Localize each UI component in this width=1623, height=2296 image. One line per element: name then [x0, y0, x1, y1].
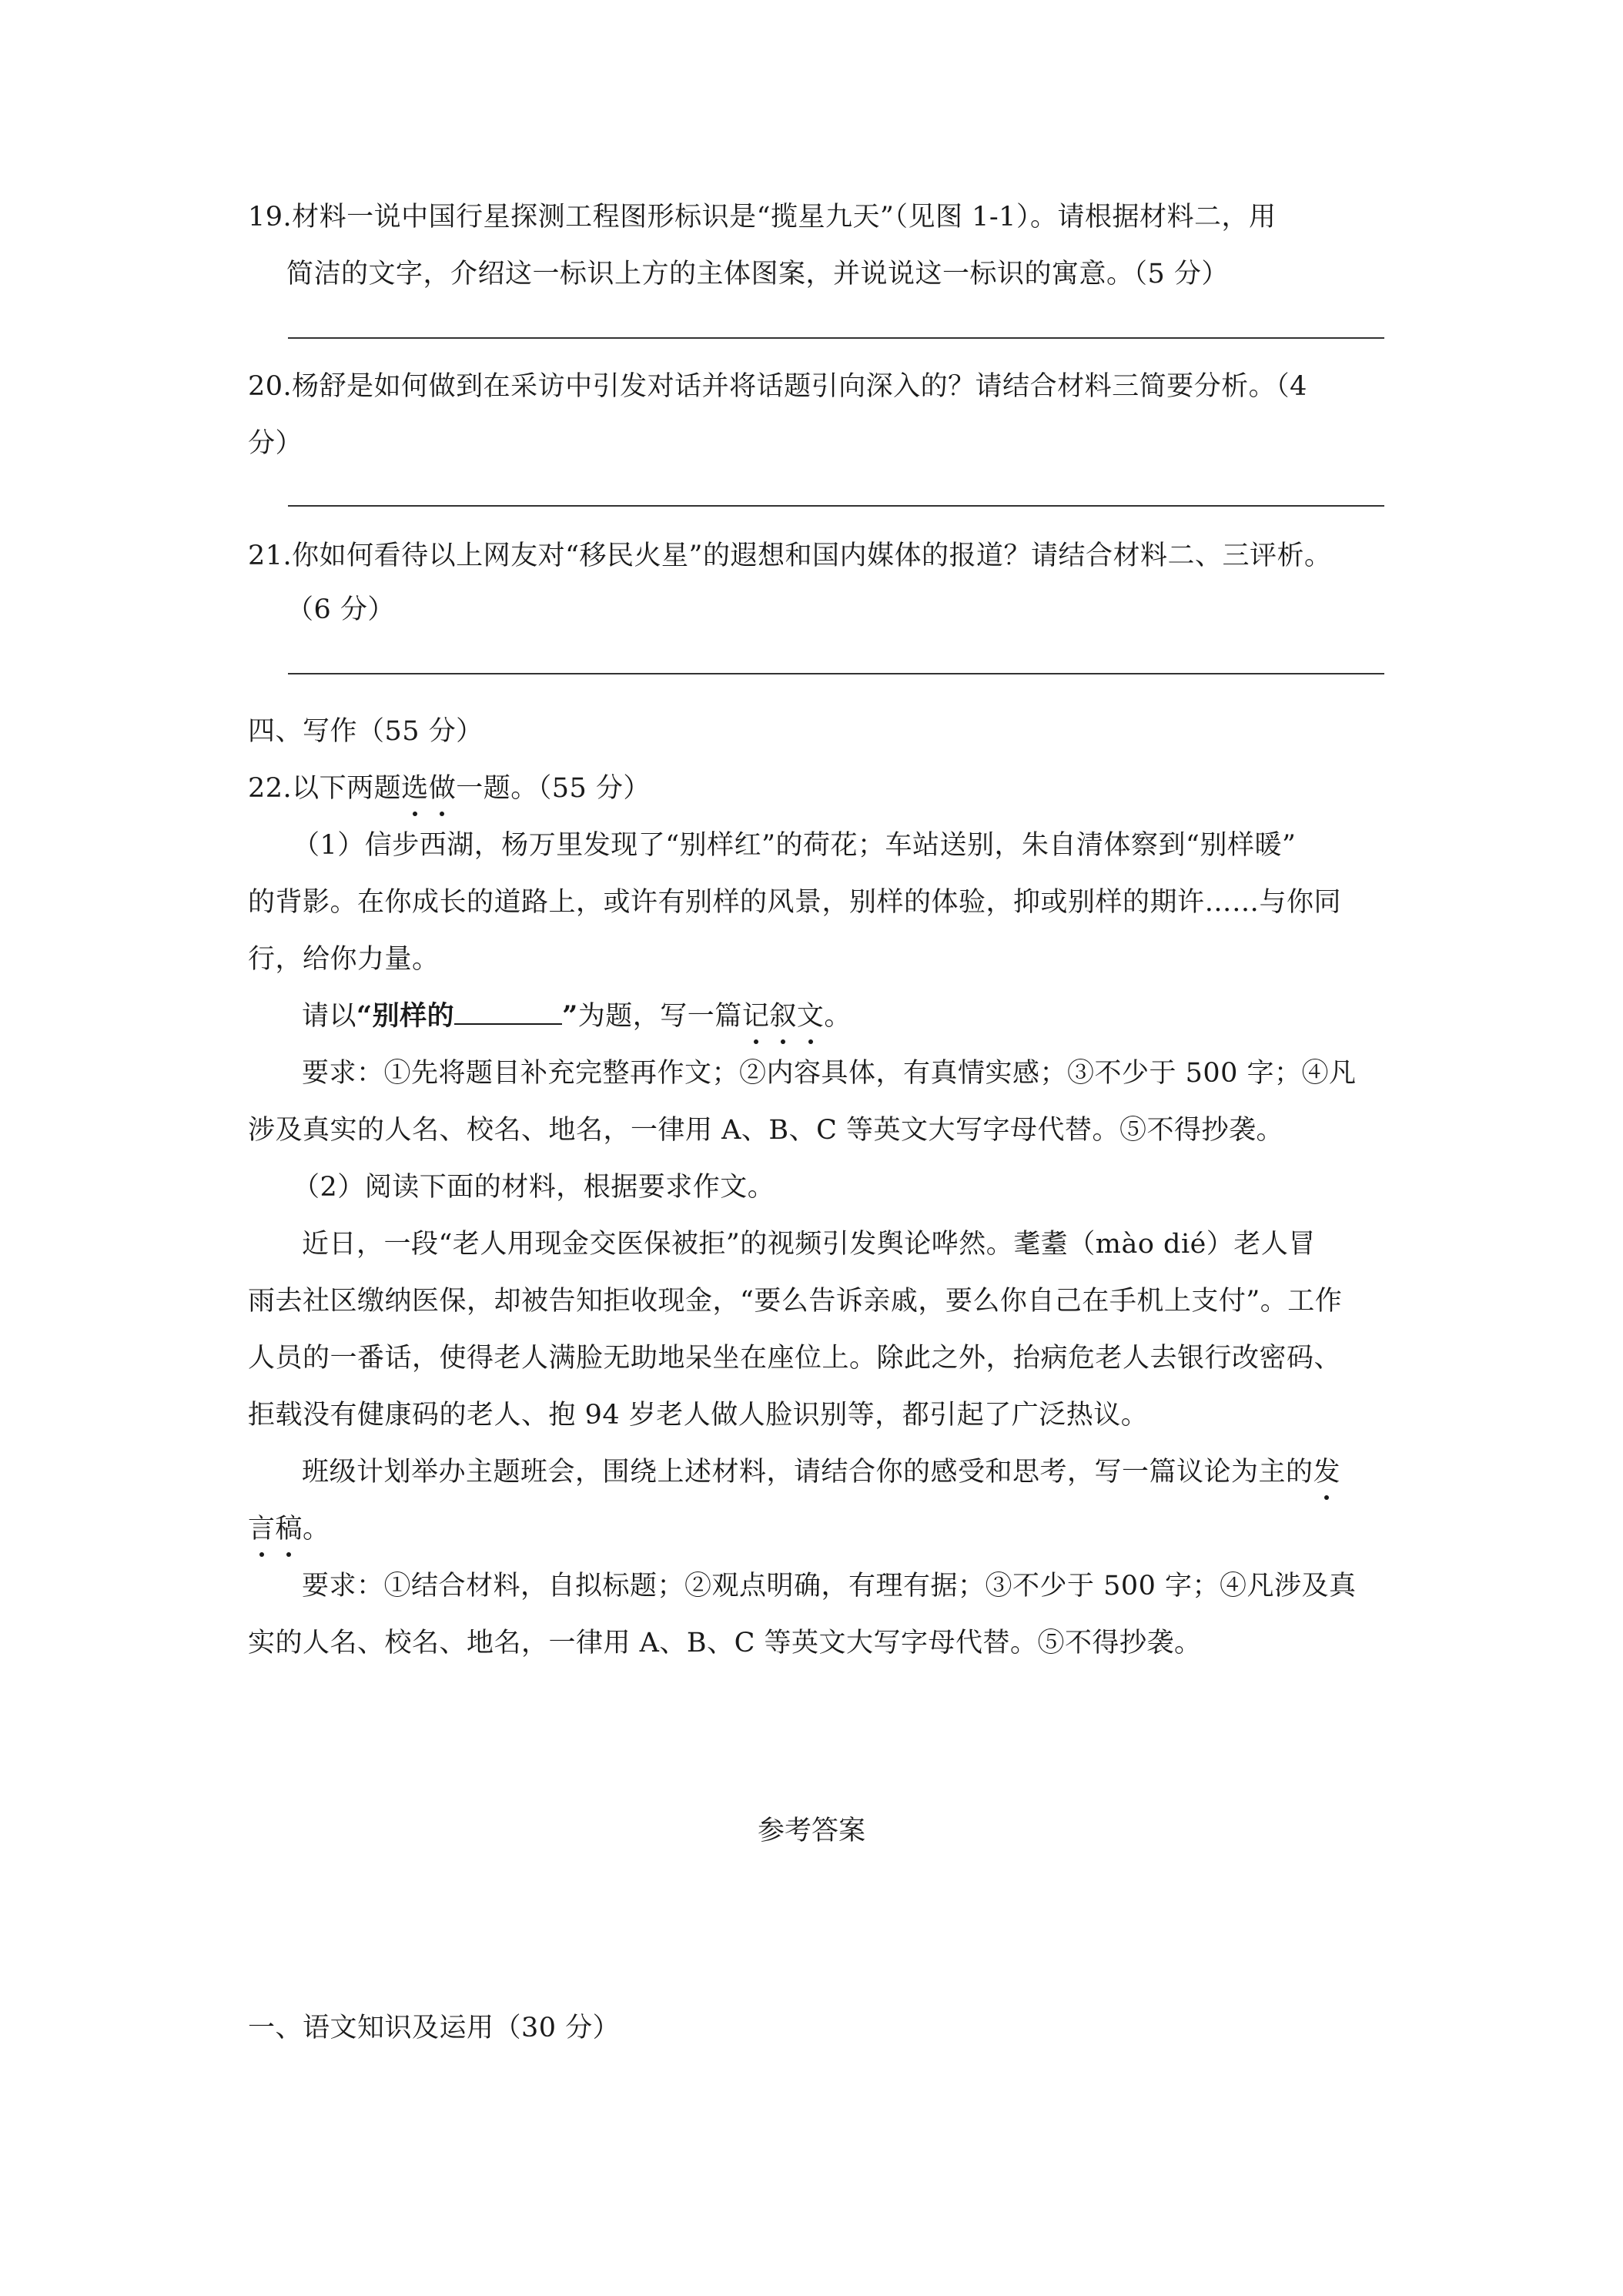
option-1-prompt: [302, 999, 852, 1033]
option-1-requirements-line-1: 要求：①先将题目补充完整再作文；②内容具体，有真情实感；③不少于 500 字；④凡: [302, 1058, 1357, 1089]
question-22: [248, 771, 651, 805]
question-21-line-2: （6 分）: [286, 594, 395, 625]
prompt-title-close: ”: [562, 1000, 578, 1032]
emphasis-char: 选: [401, 773, 429, 804]
question-21-line-1: 21.你如何看待以上网友对“移民火星”的遐想和国内媒体的报道？请结合材料二、三评析。: [248, 541, 1332, 571]
task-end: 。: [303, 1514, 330, 1545]
question-20-line-2: 分）: [248, 428, 303, 459]
emphasis-char: 发: [1313, 1457, 1341, 1488]
emphasis-char: 记: [741, 1001, 770, 1032]
option-2-requirements-line-1: 要求：①结合材料，自拟标题；②观点明确，有理有据；③不少于 500 字；④凡涉及真: [302, 1571, 1357, 1602]
question-20-line-1: 20.杨舒是如何做到在采访中引发对话并将话题引向深入的？请结合材料三简要分析。（4: [248, 371, 1307, 402]
emphasis-char: 稿: [275, 1514, 303, 1545]
prompt-end: 。: [824, 1001, 852, 1032]
option-2-task-line-1: [302, 1455, 1340, 1489]
answer-line-20: [288, 505, 1384, 507]
task-text: 班级计划举办主题班会，围绕上述材料，请结合你的感受和思考，写一篇议论为主的: [302, 1457, 1313, 1488]
option-2-task-line-2: [248, 1512, 330, 1546]
option-1-para-line-3: 行，给你力量。: [248, 944, 440, 975]
question-19-line-2: 简洁的文字，介绍这一标识上方的主体图案，并说说这一标识的寓意。（5 分）: [286, 259, 1229, 290]
emphasis-char: 文: [796, 1001, 825, 1032]
emphasis-char: 叙: [769, 1001, 797, 1032]
question-22-suffix: 一题。（55 分）: [456, 773, 651, 804]
option-2-material-line-2: 雨去社区缴纳医保，却被告知拒收现金，“要么告诉亲戚，要么你自己在手机上支付”。工作: [248, 1286, 1343, 1317]
prompt-prefix: 请以: [302, 1001, 357, 1032]
answer-line-21: [288, 673, 1384, 674]
question-22-prefix: 22.以下两题: [248, 773, 402, 804]
emphasis-char: 言: [248, 1514, 276, 1545]
prompt-mid: 为题，写一篇: [577, 1001, 742, 1032]
option-1-para-line-1: （1）信步西湖，杨万里发现了“别样红”的荷花；车站送别，朱自清体察到“别样暖”: [293, 830, 1297, 861]
option-2-material-line-1: 近日，一段“老人用现金交医保被拒”的视频引发舆论哗然。耄耋（mào dié）老人冒: [302, 1229, 1316, 1260]
option-2-intro: （2）阅读下面的材料，根据要求作文。: [293, 1172, 775, 1203]
option-2-material-line-3: 人员的一番话，使得老人满脸无助地呆坐在座位上。除此之外，抬病危老人去银行改密码、: [248, 1343, 1342, 1374]
question-19-line-1: 19.材料一说中国行星探测工程图形标识是“揽星九天”（见图 1-1）。请根据材料二，用: [248, 202, 1277, 233]
answers-title: 参考答案: [757, 1816, 865, 1846]
option-2-material-line-4: 拒载没有健康码的老人、抱 94 岁老人做人脸识别等，都引起了广泛热议。: [248, 1400, 1149, 1431]
prompt-title-open: “别样的: [356, 1000, 455, 1032]
writing-section-title: 四、写作（55 分）: [248, 716, 484, 747]
emphasis-char: 做: [428, 773, 457, 804]
option-1-requirements-line-2: 涉及真实的人名、校名、地名，一律用 A、B、C 等英文大写字母代替。⑤不得抄袭。: [248, 1115, 1284, 1146]
option-1-para-line-2: 的背影。在你成长的道路上，或许有别样的风景，别样的体验，抑或别样的期许……与你同: [248, 887, 1342, 918]
answer-line-19: [288, 337, 1384, 339]
option-2-requirements-line-2: 实的人名、校名、地名，一律用 A、B、C 等英文大写字母代替。⑤不得抄袭。: [248, 1628, 1202, 1658]
answers-section-1: 一、语文知识及运用（30 分）: [248, 2013, 621, 2043]
title-blank: [454, 1000, 562, 1025]
